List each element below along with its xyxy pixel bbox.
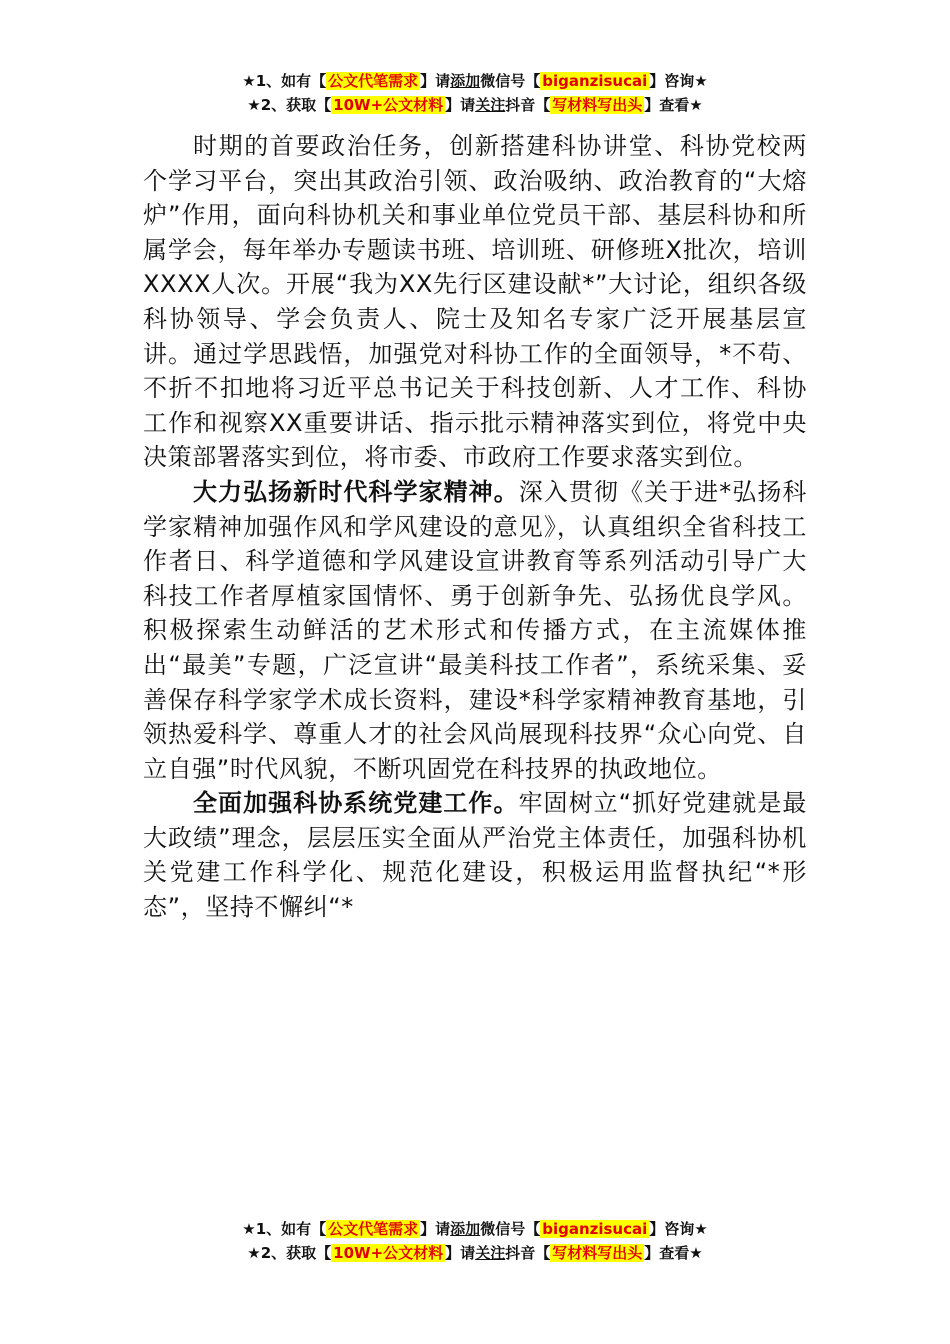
highlight-service: 公文代笔需求 — [328, 72, 419, 90]
highlight-materials: 10W+公文材料 — [333, 1244, 444, 1262]
underlined-follow: 关注 — [475, 96, 506, 114]
banner-text: 】咨询 — [649, 72, 695, 90]
banner-line-1 — [0, 1217, 950, 1241]
banner-text: 微信号【 — [480, 72, 541, 90]
paragraph-heading: 大力弘扬新时代科学家精神。 — [193, 477, 519, 506]
banner-line-2 — [0, 93, 950, 117]
underlined-add: 添加 — [450, 1220, 481, 1238]
underlined-follow: 关注 — [475, 1244, 506, 1262]
paragraph-party-building — [143, 786, 807, 924]
highlight-douyin-account: 写材料写出头 — [552, 1244, 643, 1262]
highlight-douyin-account: 写材料写出头 — [552, 96, 643, 114]
banner-line-1 — [0, 69, 950, 93]
banner-text: 抖音【 — [505, 1244, 551, 1262]
banner-text: 】请 — [420, 72, 451, 90]
paragraph-political-task: 时期的首要政治任务，创新搭建科协讲堂、科协党校两个学习平台，突出其政治引领、政治吸纳、政治教育的“大熔炉”作用，面向科协机关和事业单位党员干部、基层科协和所属学会，每年举办专题读书班、培训班、研修班X批次，培训XXXX人次。开展“我为XX先行区建设献*”大讨论，组织各级科协领导、学会负责人、院士及知名专家广泛开展基层宣讲。通过学思践悟，加强党对科协工作的全面领导，*不苟、不折不扣地将习近平总书记关于科技创新、人才工作、科协工作和视察XX重要讲话、指示批示精神落实到位，将党中央决策部署落实到位，将市委、市政府工作要求落实到位。 — [143, 132, 807, 472]
highlight-materials: 10W+公文材料 — [333, 96, 444, 114]
banner-text: 】咨询 — [649, 1220, 695, 1238]
star-icon: ★ — [689, 1244, 703, 1262]
star-icon: ★ — [247, 96, 261, 114]
star-icon: ★ — [242, 1220, 256, 1238]
highlight-wechat-id: biganzisucai — [542, 72, 648, 90]
star-icon: ★ — [689, 96, 703, 114]
banner-text: 2、获取【 — [260, 96, 332, 114]
banner-text: 】请 — [445, 96, 476, 114]
banner-text: 抖音【 — [505, 96, 551, 114]
paragraph-heading: 全面加强科协系统党建工作。 — [193, 789, 519, 818]
footer-banner — [0, 1217, 950, 1265]
banner-line-2 — [0, 1241, 950, 1265]
banner-text: 】查看 — [644, 96, 690, 114]
banner-text: 】查看 — [644, 1244, 690, 1262]
banner-text: 1、如有【 — [255, 1220, 327, 1238]
highlight-service: 公文代笔需求 — [328, 1220, 419, 1238]
star-icon: ★ — [694, 1220, 708, 1238]
banner-text: 1、如有【 — [255, 72, 327, 90]
banner-text: 】请 — [445, 1244, 476, 1262]
star-icon: ★ — [242, 72, 256, 90]
banner-text: 2、获取【 — [260, 1244, 332, 1262]
paragraph-text: 牢固树立“抓好党建就是最大政绩”理念，层层压实全面从严治党主体责任，加强科协机关党建工作科学化、规范化建设，积极运用监督执纪“*形态”，坚持不懈纠“* — [143, 789, 807, 922]
document-body — [143, 129, 807, 925]
banner-text: 微信号【 — [480, 1220, 541, 1238]
highlight-wechat-id: biganzisucai — [542, 1220, 648, 1238]
paragraph-text: 深入贯彻《关于进*弘扬科学家精神加强作风和学风建设的意见》，认真组织全省科技工作者日、科学道德和学风建设宣讲教育等系列活动引导广大科技工作者厚植家国情怀、勇于创新争先、弘扬优良学风。积极探索生动鲜活的艺术形式和传播方式，在主流媒体推出“最美”专题，广泛宣讲“最美科技工作者”，系统采集、妥善保存科学家学术成长资料，建设*科学家精神教育基地，引领热爱科学、尊重人才的社会风尚展现科技界“众心向党、自立自强”时代风貌，不断巩固党在科技界的执政地位。 — [143, 477, 807, 783]
star-icon: ★ — [247, 1244, 261, 1262]
underlined-add: 添加 — [450, 72, 481, 90]
header-banner — [0, 69, 950, 117]
banner-text: 】请 — [420, 1220, 451, 1238]
paragraph-scientist-spirit — [143, 475, 807, 786]
star-icon: ★ — [694, 72, 708, 90]
